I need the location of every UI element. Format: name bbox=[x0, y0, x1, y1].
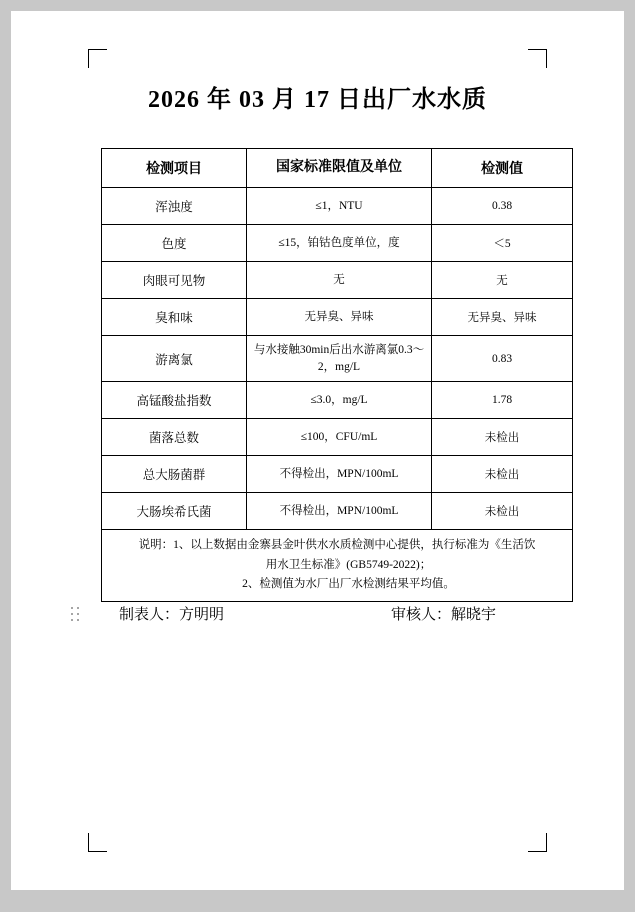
note-line-2: 2、检测值为水厂出厂水检测结果平均值。 bbox=[242, 578, 455, 591]
header-value: 检测值 bbox=[432, 149, 573, 188]
checker-label: 审核人：解晓宇 bbox=[391, 607, 497, 623]
header-standard: 国家标准限值及单位 bbox=[247, 149, 432, 188]
cell-value: 未检出 bbox=[432, 419, 573, 456]
document-page bbox=[11, 11, 624, 890]
maker-label: 制表人：方明明 bbox=[119, 607, 225, 623]
crop-mark-bottom-right bbox=[528, 833, 547, 852]
table-row bbox=[102, 225, 573, 262]
drag-handle-icon[interactable] bbox=[71, 607, 81, 623]
table-note bbox=[102, 530, 573, 602]
table-header-row bbox=[102, 149, 573, 188]
cell-item: 浑浊度 bbox=[102, 188, 247, 225]
cell-standard: 与水接触30min后出水游离氯0.3～2，mg/L bbox=[247, 336, 432, 382]
cell-standard: 不得检出，MPN/100mL bbox=[247, 456, 432, 493]
cell-item: 游离氯 bbox=[102, 336, 247, 382]
table-row bbox=[102, 456, 573, 493]
cell-standard: ≤3.0，mg/L bbox=[247, 382, 432, 419]
cell-standard: 不得检出，MPN/100mL bbox=[247, 493, 432, 530]
water-quality-table bbox=[101, 148, 557, 602]
cell-value: 1.78 bbox=[432, 382, 573, 419]
cell-value: 无 bbox=[432, 262, 573, 299]
table-row bbox=[102, 336, 573, 382]
cell-value: 未检出 bbox=[432, 456, 573, 493]
table-row bbox=[102, 299, 573, 336]
crop-mark-top-left bbox=[88, 49, 107, 68]
header-item: 检测项目 bbox=[102, 149, 247, 188]
note-line-1: 说明：1、以上数据由金寨县金叶供水水质检测中心提供，执行标准为《生活饮 bbox=[138, 539, 536, 552]
cell-standard: 无异臭、异味 bbox=[247, 299, 432, 336]
table-row bbox=[102, 262, 573, 299]
note-line-1b: 用水卫生标准》(GB5749-2022)； bbox=[265, 558, 432, 571]
cell-value: 0.83 bbox=[432, 336, 573, 382]
cell-item: 肉眼可见物 bbox=[102, 262, 247, 299]
cell-item: 高锰酸盐指数 bbox=[102, 382, 247, 419]
table-row bbox=[102, 382, 573, 419]
cell-value: ＜5 bbox=[432, 225, 573, 262]
cell-value: 0.38 bbox=[432, 188, 573, 225]
cell-item: 色度 bbox=[102, 225, 247, 262]
cell-item: 臭和味 bbox=[102, 299, 247, 336]
table-row bbox=[102, 493, 573, 530]
cell-value: 未检出 bbox=[432, 493, 573, 530]
table-note-row bbox=[102, 530, 573, 602]
cell-item: 总大肠菌群 bbox=[102, 456, 247, 493]
crop-mark-bottom-left bbox=[88, 833, 107, 852]
cell-standard: ≤1，NTU bbox=[247, 188, 432, 225]
cell-item: 大肠埃希氏菌 bbox=[102, 493, 247, 530]
table-row bbox=[102, 188, 573, 225]
cell-value: 无异臭、异味 bbox=[432, 299, 573, 336]
cell-item: 菌落总数 bbox=[102, 419, 247, 456]
crop-mark-top-right bbox=[528, 49, 547, 68]
cell-standard: 无 bbox=[247, 262, 432, 299]
page-title: 2026 年 03 月 17 日出厂水水质 bbox=[148, 87, 487, 113]
cell-standard: ≤100，CFU/mL bbox=[247, 419, 432, 456]
cell-standard: ≤15，铂钴色度单位，度 bbox=[247, 225, 432, 262]
table-row bbox=[102, 419, 573, 456]
